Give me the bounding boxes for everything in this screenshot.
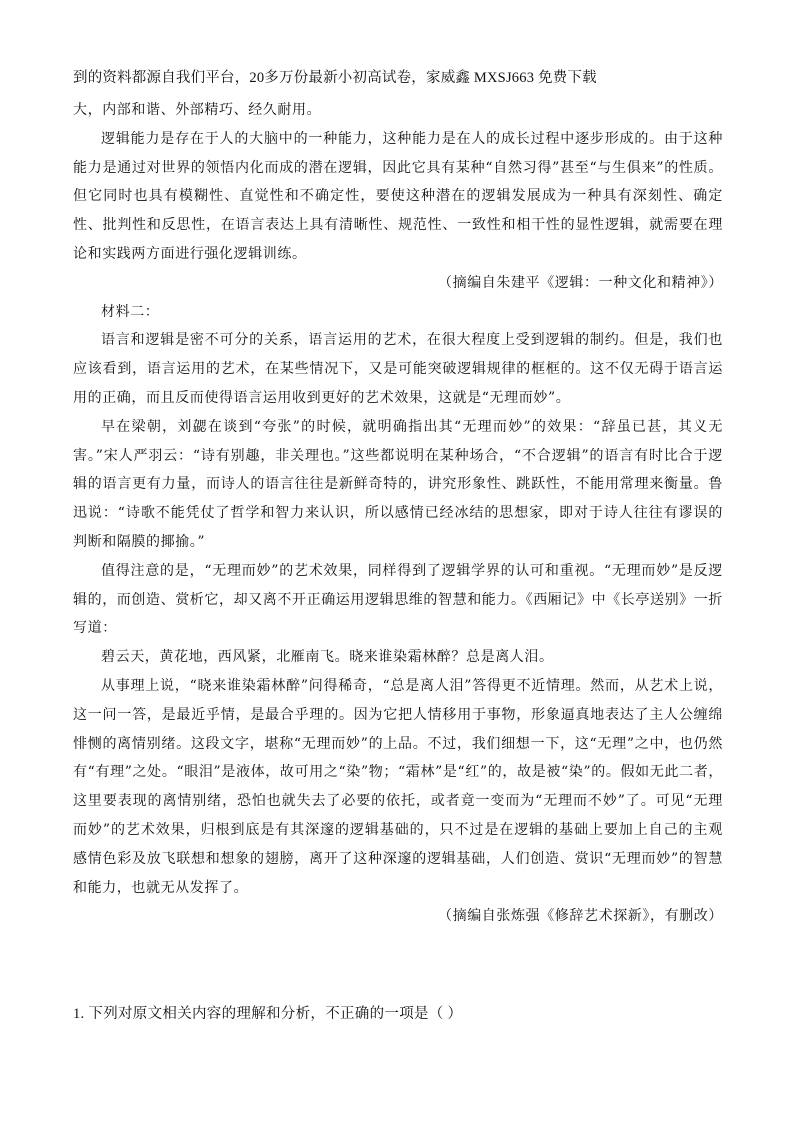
poem-quote: 碧云天，黄花地，西风紧，北雁南飞。晓来谁染霜林醉？总是离人泪。 <box>101 649 554 666</box>
source-note-1: （摘编自朱建平《逻辑：一种文化和精神》） <box>438 274 723 291</box>
paragraph-analysis: 从事理上说，“晓来谁染霜林醉”问得稀奇，“总是离人泪”答得更不近情理。然而，从艺术上说，这一问一答，是最近乎情，是最合乎理的。因为它把人情移用于事物，形象逼真地表达了主人公缠绵悱恻的离情别绪。这段文字，堪称“无理而妙”的上品。不过，我们细想一下，这“无理”之中，也仍然有“有理”之处。“眼泪”是液体，故可用之“染”物；“霜林”是“红”的，故是被“染”的。假如无此二者，这里要表现的离情别绪，恐怕也就失去了必要的依托，或者竟一变而为“无理而不妙”了。可见“无理而妙”的艺术效果，归根到底是有其深邃的逻辑基础的，只不过是在逻辑的基础上要加上自己的主观感情色彩及放飞联想和想象的翅膀，离开了这种深邃的逻辑基础，人们创造、赏识“无理而妙”的智慧和能力，也就无从发挥了。 <box>73 677 723 896</box>
article-body <box>73 96 723 931</box>
paragraph-language-logic: 语言和逻辑是密不可分的关系，语言运用的艺术，在很大程度上受到逻辑的制约。但是，我们也应该看到，语言运用的艺术，在某些情况下，又是可能突破逻辑规律的框框的。这不仅无碍于语言运用的正确，而且反而使得语言运用收到更好的艺术效果，这就是“无理而妙”。 <box>73 332 723 406</box>
question-1: 1. 下列对原文相关内容的理解和分析，不正确的一项是（ ） <box>73 1006 463 1022</box>
paragraph-logic-ability: 逻辑能力是存在于人的大脑中的一种能力，这种能力是在人的成长过程中逐步形成的。由于这种能力是通过对世界的领悟内化而成的潜在逻辑，因此它具有某种“自然习得”甚至“与生俱来”的性质。但它同时也具有模糊性、直觉性和不确定性，要使这种潜在的逻辑发展成为一种具有深刻性、确定性、批判性和反思性，在语言表达上具有清晰性、规范性、一致性和相干性的显性逻辑，就需要在理论和实践两方面进行强化逻辑训练。 <box>73 130 723 262</box>
source-note-2: （摘编自张炼强《修辞艺术探新》，有删改） <box>438 908 723 925</box>
material-two-heading: 材料二： <box>101 303 160 320</box>
paragraph-liuxie: 早在梁朝，刘勰在谈到“夸张”的时候，就明确指出其“无理而妙”的效果：“辞虽已甚，其义无害。”宋人严羽云：“诗有别趣，非关理也。”这些都说明在某种场合，“不合逻辑”的语言有时比合于逻辑的语言更有力量，而诗人的语言往往是新鲜奇特的，讲究形象性、跳跃性，不能用常理来衡量。鲁迅说：“诗歌不能凭仗了哲学和智力来认识，所以感情已经冰结的思想家，即对于诗人往往有谬误的判断和隔膜的揶揄。” <box>73 418 723 550</box>
promo-header: 到的资料都源自我们平台，20多万份最新小初高试卷，家威鑫 MXSJ663 免费下载 <box>73 70 597 86</box>
paragraph-continuation: 大，内部和谐、外部精巧、经久耐用。 <box>73 102 322 118</box>
paragraph-note-worthy: 值得注意的是，“无理而妙”的艺术效果，同样得到了逻辑学界的认可和重视。“无理而妙”是反逻辑的，而创造、赏析它，却又离不开正确运用逻辑思维的智慧和能力。《西厢记》中《长亭送别》一折写道： <box>73 562 723 637</box>
